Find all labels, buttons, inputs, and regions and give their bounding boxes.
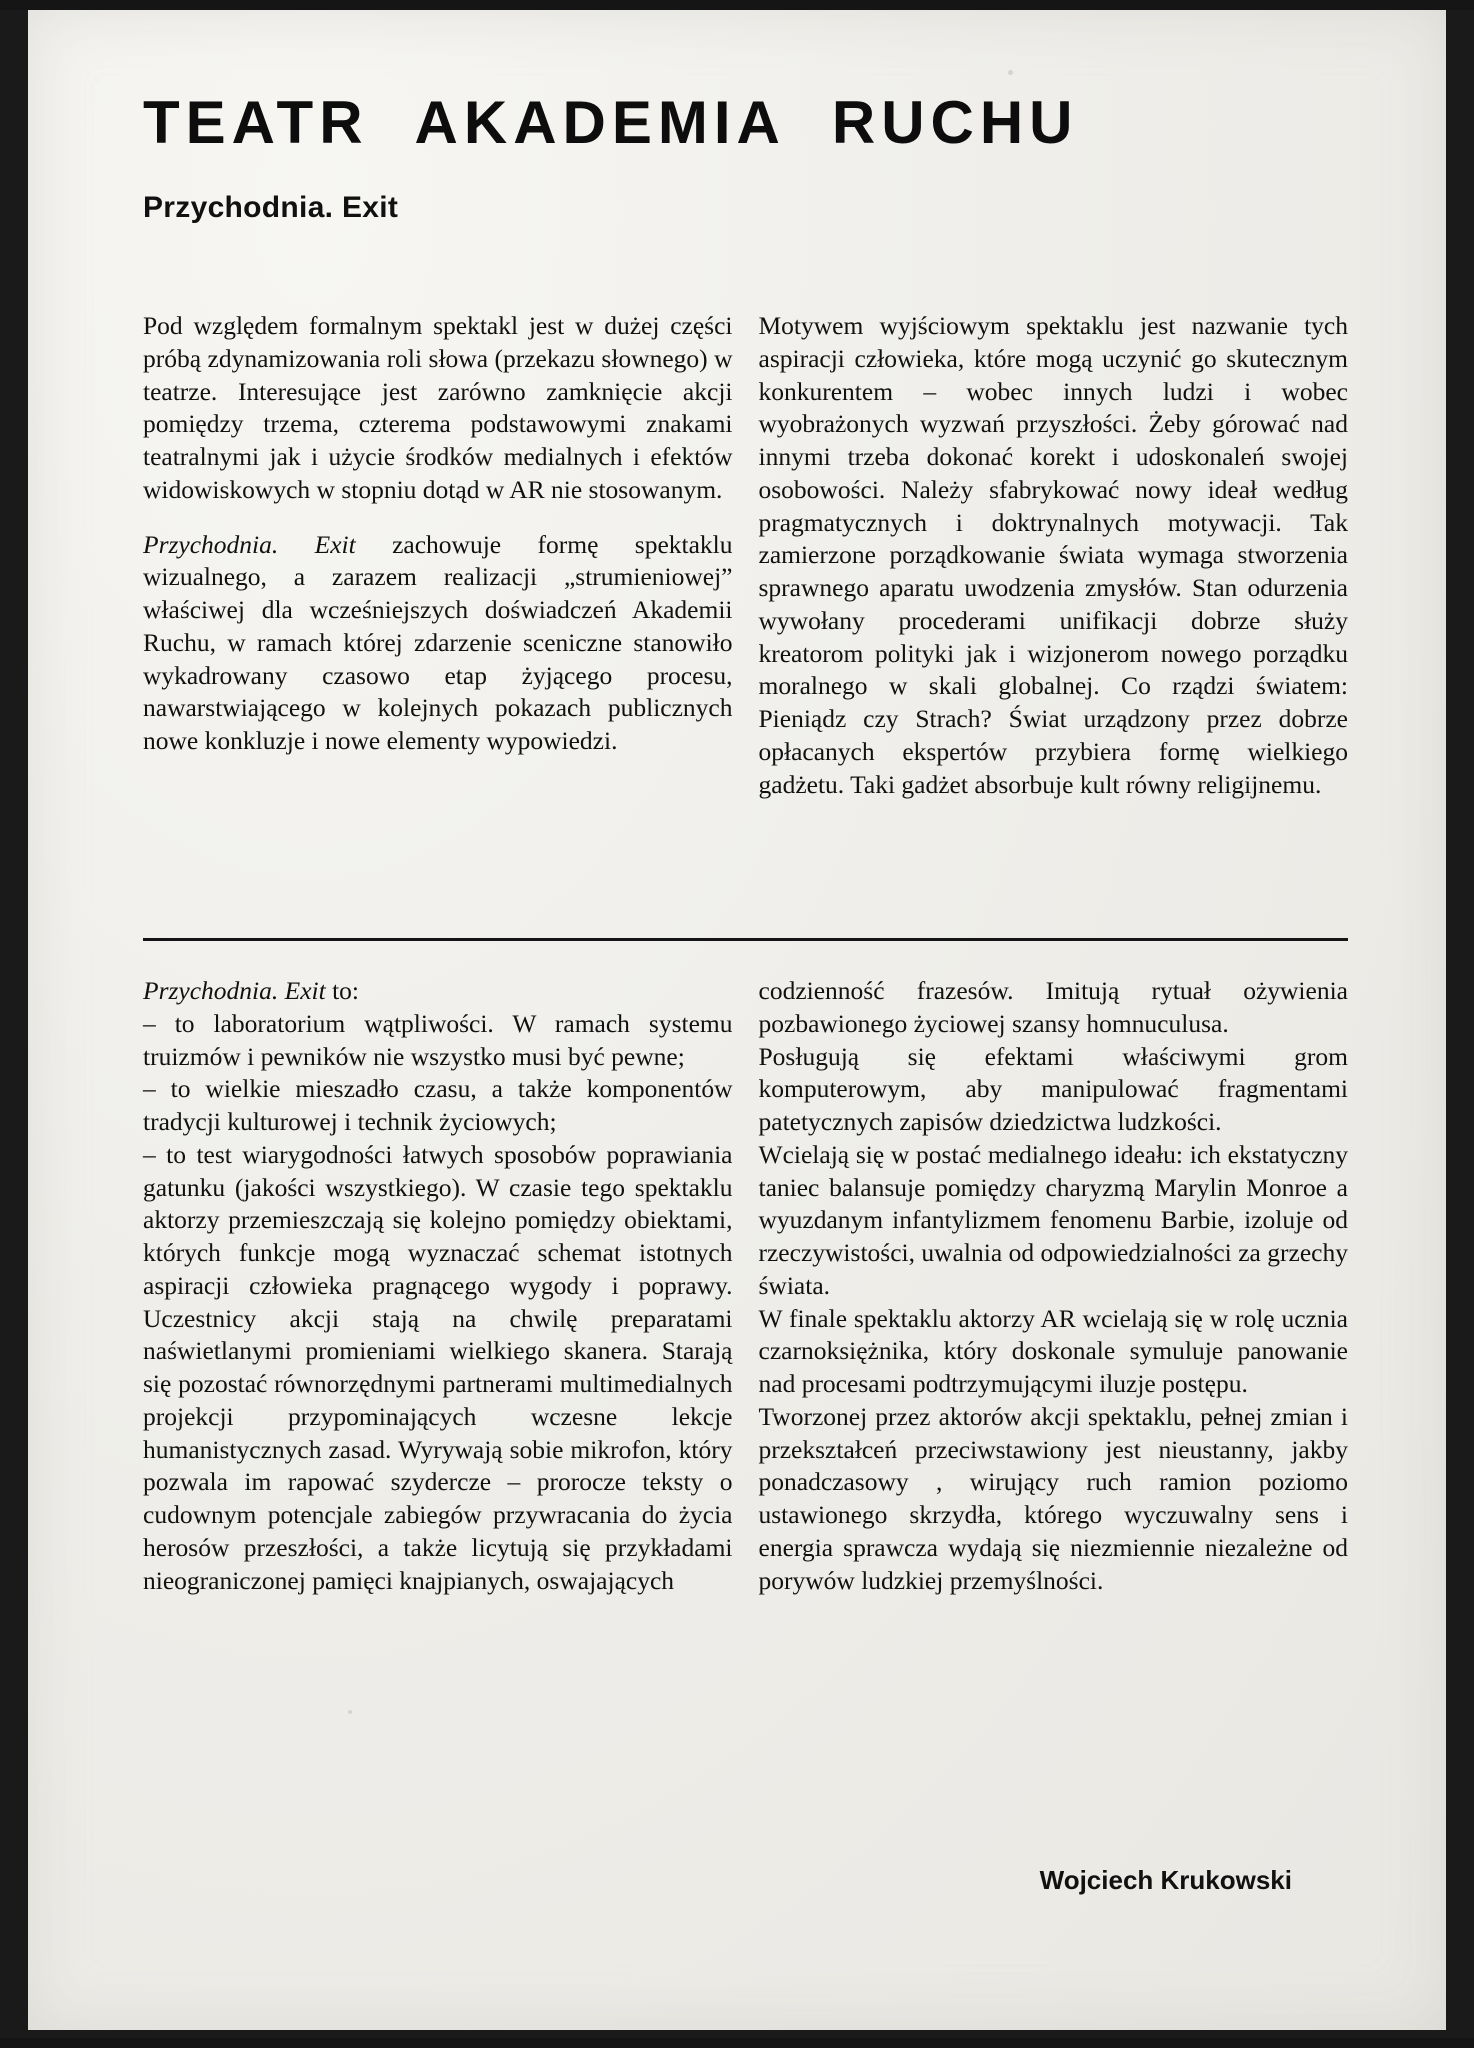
- document-page: [28, 10, 1446, 2030]
- masthead-word-akademia: AKADEMIA: [414, 89, 786, 156]
- paragraph: Motywem wyjściowym spektaklu jest nazwanie tych aspiracji człowieka, które mogą uczynić go skutecznym konkurentem – wobec innych ludzi i wobec wyobrażonych wyzwań przyszłości. Żeby górować nad innymi trzeba dokonać korekt i udoskonaleń swojej osobowości. Należy sfabrykować nowy ideał według pragmatycznych i doktrynalnych motywacji. Tak zamierzone porządkowanie świata wymaga stworzenia sprawnego aparatu uwodzenia zmysłów. Stan odurzenia wywołany procederami unifikacji dobrze służy kreatorom polityki jak i wizjonerom nowego porządku moralnego w skali globalnej. Co rządzi światem: Pieniądz czy Strach? Świat urządzony przez dobrze opłacanych ekspertów przybiera formę wielkiego gadżetu. Taki gadżet absorbuje kult równy religijnemu.: [758, 311, 1348, 799]
- paragraph: codzienność frazesów. Imitują rytuał ożywienia pozbawionego życiowej szansy homnuculusa.: [758, 976, 1348, 1038]
- paper-speck: [348, 1710, 352, 1714]
- paragraph-rest: zachowuje formę spektaklu wizualnego, a zarazem realizacji „strumieniowej” właściwej dla wcześniejszych doświadczeń Akademii Ruchu, w ramach której zdarzenie sceniczne stanowiło wykadrowany czasowo etap żyjącego procesu, nawarstwiającego w kolejnych pokazach publicznych nowe konkluzje i nowe elementy wypowiedzi.: [143, 529, 733, 756]
- scan-edge-bottom: [0, 2038, 1474, 2048]
- paragraph: [143, 529, 733, 758]
- work-title-italic: Przychodnia. Exit: [143, 976, 326, 1005]
- author-signature: Wojciech Krukowski: [1039, 1865, 1292, 1895]
- list-lead-rest: to:: [325, 976, 360, 1005]
- top-article-columns: [143, 310, 1348, 801]
- masthead-word-ruchu: RUCHU: [831, 89, 1079, 156]
- section-divider: [143, 938, 1348, 941]
- paragraph: W finale spektaklu aktorzy AR wcielają się w rolę ucznia czarnoksiężnika, który doskonale symuluje panowanie nad procesami podtrzymującymi iluzje postępu.: [758, 1303, 1348, 1399]
- list-item: – to wielkie mieszadło czasu, a także komponentów tradycji kulturowej i technik życiowych;: [143, 1074, 733, 1137]
- list-item: – to test wiarygodności łatwych sposobów poprawiania gatunku (jakości wszystkiego). W czasie tego spektaklu aktorzy przemieszczają się kolejno pomiędzy obiektami, których funkcje mogą wyznaczać schemat istotnych aspiracji człowieka pragnącego wygody i poprawy. Uczestnicy akcji stają na chwilę preparatami naświetlanymi promieniami wielkiego skanera. Starają się pozostać równorzędnymi partnerami multimedialnych projekcji przypominających wczesne lekcje humanistycznych zasad. Wyrywają sobie mikrofon, który pozwala im rapować szydercze – prorocze teksty o cudownym potencjale zabiegów przywracania do życia herosów przeszłości, a także licytują się przykładami nieograniczonej pamięci knajpianych, oswajających: [143, 1139, 733, 1595]
- bottom-article-columns: [143, 975, 1348, 1598]
- scan-edge-top: [0, 0, 1474, 10]
- work-title-italic: Przychodnia. Exit: [143, 529, 356, 559]
- paragraph: Pod względem formalnym spektakl jest w dużej części próbą zdynamizowania roli słowa (przekazu słownego) w teatrze. Interesujące jest zarówno zamknięcie akcji pomiędzy trzema, czterema podstawowymi znakami teatralnymi jak i użycie środków medialnych i efektów widowiskowych w stopniu dotąd w AR nie stosowanym.: [143, 311, 733, 504]
- page-sheet: [28, 10, 1446, 2030]
- bottom-right-column: [759, 975, 1349, 1598]
- page-header: [143, 88, 1343, 225]
- masthead-title: [143, 88, 1343, 157]
- list-lead: [143, 975, 733, 1008]
- paragraph: Tworzonej przez aktorów akcji spektaklu, pełnej zmian i przekształceń przeciwstawiony jest nieustanny, jakby ponadczasowy , wirujący ruch ramion poziomo ustawionego skrzydła, którego wyczuwalny sens i energia sprawcza wydają się niezmiennie niezależne od porywów ludzkiej przemyślności.: [758, 1401, 1348, 1595]
- page-subtitle: Przychodnia. Exit: [143, 191, 399, 224]
- paper-speck: [1008, 70, 1013, 75]
- top-left-column: [143, 310, 733, 801]
- top-right-column: [759, 310, 1349, 801]
- masthead-word-teatr: TEATR: [143, 89, 369, 156]
- paragraph: Posługują się efektami właściwymi grom komputerowym, aby manipulować fragmentami patetycznych zapisów dziedzictwa ludzkości.: [758, 1041, 1348, 1137]
- paragraph: Wcielają się w postać medialnego ideału: ich ekstatyczny taniec balansuje pomiędzy charyzmą Marylin Monroe a wyuzdanym infantylizmem fenomenu Barbie, izoluje od rzeczywistości, uwalnia od odpowiedzialności za grzechy świata.: [758, 1139, 1348, 1300]
- bottom-left-column: [143, 975, 733, 1598]
- list-item: – to laboratorium wątpliwości. W ramach systemu truizmów i pewników nie wszystko musi być pewne;: [143, 1008, 733, 1071]
